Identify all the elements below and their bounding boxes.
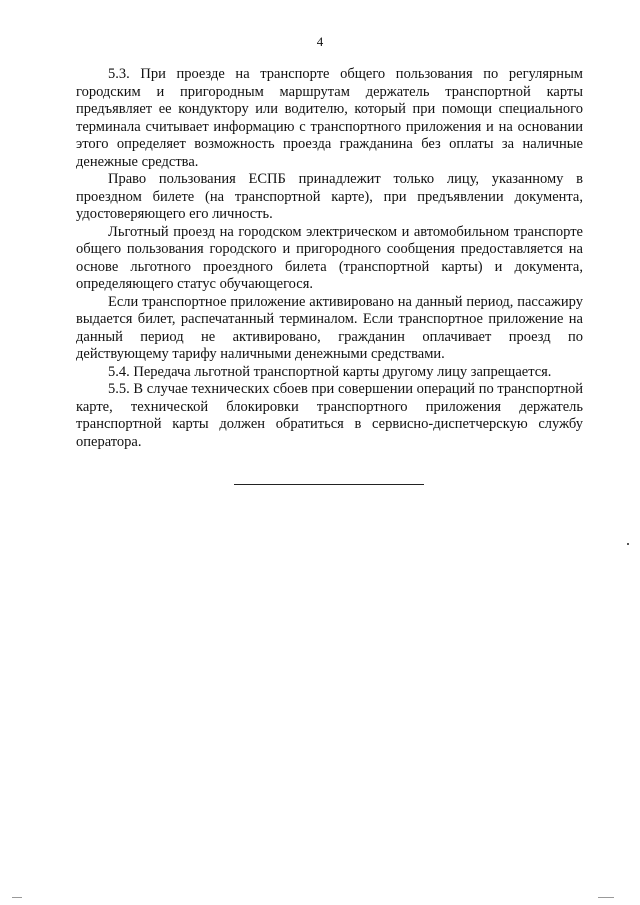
paragraph-discount-travel: Льготный проезд на городском электрическом и автомобильном транспорте общего пользования городского и пригородного сообщения предоставляется на основе льготного проездного билета (транспортной карты) и документа, определяющего статус обучающегося. (76, 223, 583, 292)
scan-speck (12, 897, 22, 898)
paragraph-activation: Если транспортное приложение активировано на данный период, пассажиру выдается билет, распечатанный терминалом. Если транспортное приложение на данный период не активировано, гражданин оплачивает проезд по действующему тарифу наличными денежными средствами. (76, 293, 583, 362)
scan-speck (627, 543, 629, 545)
paragraph-5-3: 5.3. При проезде на транспорте общего пользования по регулярным городским и пригородным маршрутам держатель транспортной карты предъявляет ее кондуктору или водителю, который при помощи специального терминала считывает информацию с транспортного приложения и на основании этого определяет возможность проезда гражданина без оплаты за наличные денежные средства. (76, 66, 583, 170)
scan-speck (598, 897, 614, 898)
end-divider-line (234, 484, 424, 485)
paragraph-5-4: 5.4. Передача льготной транспортной карты другому лицу запрещается. (108, 363, 552, 380)
page-number: 4 (316, 34, 324, 49)
paragraph-espb-right: Право пользования ЕСПБ принадлежит только лицу, указанному в проездном билете (на транспортной карте), при предъявлении документа, удостоверяющего его личность. (76, 171, 583, 222)
document-body (76, 66, 583, 451)
paragraph-5-5: 5.5. В случае технических сбоев при совершении операций по транспортной карте, технической блокировки транспортного приложения держатель транспортной карты должен обратиться в сервисно-диспетчерскую службу оператора. (76, 381, 583, 450)
